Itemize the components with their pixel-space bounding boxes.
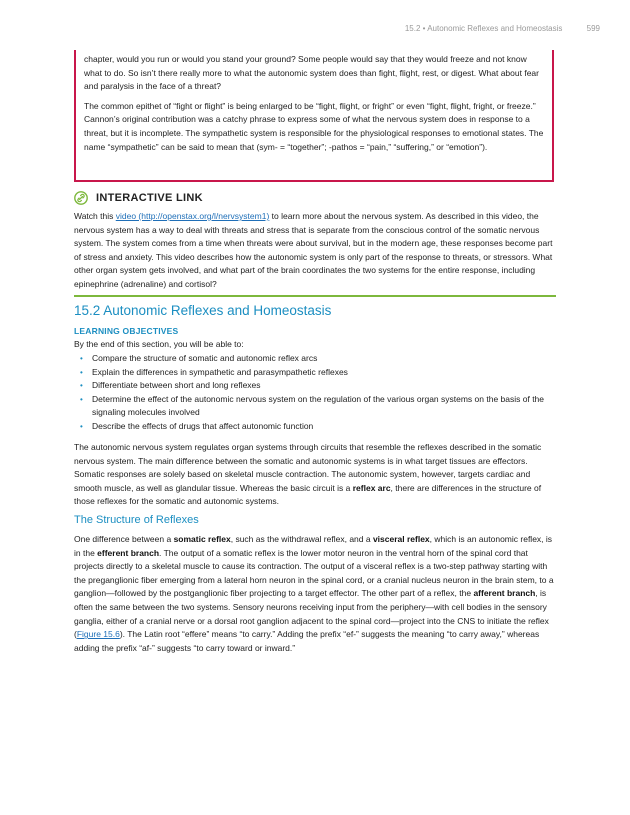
interactive-link-header xyxy=(74,190,556,206)
page-number: 599 xyxy=(586,24,600,33)
feature-paragraph-2: The common epithet of “fight or flight” is being enlarged to be “fight, flight, or fright” or even “fight, flight, fright, or freeze.” Cannon’s original contribution was a catchy phrase to express some of what the nervous system does in response to a threat, but it is incomplete. The sympathetic system is responsible for the physiological responses to emotional states. The name “sympathetic” can be said to mean that (sym- = “together”; -pathos = “pain,” “suffering,” or “emotion”). xyxy=(84,100,544,152)
objective-text: Differentiate between short and long reflexes xyxy=(92,380,261,391)
running-head xyxy=(405,24,600,33)
list-item xyxy=(74,352,556,366)
list-item xyxy=(74,379,556,393)
video-link[interactable]: video (http://openstax.org/l/nervsystem1) xyxy=(115,211,270,221)
list-item xyxy=(74,420,556,434)
term-visceral-reflex: visceral reflex xyxy=(372,534,430,544)
structure-text-5: , is often the same between the two systems. Sensory neurons receiving input from the periphery—with cell bodies in the sensory ganglia, either of a cranial nerve or a dorsal root ganglion adjacent to the spinal cord—project into the CNS to initiate the reflex ( xyxy=(74,588,549,640)
subsection-title: The Structure of Reflexes xyxy=(74,514,199,526)
objectives-list xyxy=(74,352,556,434)
interactive-link-paragraph xyxy=(74,210,556,292)
interactive-link-block xyxy=(74,190,556,292)
feature-box xyxy=(74,50,554,182)
objectives-intro: By the end of this section, you will be able to: xyxy=(74,339,244,349)
ans-text-1: The autonomic nervous system regulates organ systems through circuits that resemble the reflexes described in the somatic nervous system. The main difference between the somatic and autonomic systems is in what target tissues are effectors. Somatic responses are solely based on skeletal muscle contraction. The autonomic system, however, targets cardiac and smooth muscle, as well as glandular tissue. Whereas the basic circuit is a xyxy=(74,442,542,493)
objective-text: Describe the effects of drugs that affect autonomic function xyxy=(92,420,314,431)
term-reflex-arc: reflex arc xyxy=(352,482,391,493)
ans-paragraph xyxy=(74,441,556,509)
bullet: • xyxy=(80,381,83,391)
feature-paragraph-1: chapter, would you run or would you stand your ground? Some people would say that they would freeze and not know what to do. So isn’t there really more to what the autonomic system does than fight, flight, rest, or digest. What about fear and paralysis in the face of a threat? xyxy=(84,54,539,92)
ans-text-2: , there are differences in the structure of those reflexes for the somatic and autonomic systems. xyxy=(74,482,542,507)
bullet: • xyxy=(80,421,83,431)
interactive-link-heading: INTERACTIVE LINK xyxy=(96,192,203,204)
structure-text-1: One difference between a xyxy=(74,534,174,544)
term-somatic-reflex: somatic reflex xyxy=(173,534,231,544)
link-icon xyxy=(74,191,88,205)
interactive-link-rest: to learn more about the nervous system. As described in this video, the nervous system has a way to deal with threats and stress that is separate from the conscious control of the somatic nervous system. The system comes from a time when threats were about survival, but in the modern age, these responses become part of stress and anxiety. This video describes how the autonomic system is only part of the response to threats, or stressors. What other organ system gets involved, and what part of the brain coordinates the two systems for the entire response, including epinephrine (adrenaline) and cortisol? xyxy=(74,211,553,289)
structure-text-2: , such as the withdrawal reflex, and a xyxy=(230,534,373,544)
objective-text: Determine the effect of the autonomic nervous system on the regulation of the various organ systems on the basis of the signaling molecules involved xyxy=(92,393,545,418)
structure-text-6: ). The Latin root “effere” means “to carry.” Adding the prefix “ef-” suggests the meaning “to carry away,” whereas adding the prefix “af-” suggests “to carry toward or inward.” xyxy=(74,629,540,653)
section-divider xyxy=(74,295,556,297)
list-item xyxy=(74,393,556,420)
objective-text: Compare the structure of somatic and autonomic reflex arcs xyxy=(92,353,318,363)
term-efferent-branch: efferent branch xyxy=(97,547,160,558)
bullet: • xyxy=(80,367,83,377)
figure-link[interactable]: Figure 15.6 xyxy=(76,629,120,640)
section-title: 15.2 Autonomic Reflexes and Homeostasis xyxy=(74,303,332,318)
running-title: 15.2 • Autonomic Reflexes and Homeostasis xyxy=(404,24,563,33)
interactive-link-lead: Watch this xyxy=(74,211,116,221)
objective-text: Explain the differences in sympathetic and parasympathetic reflexes xyxy=(92,366,348,377)
structure-text-4: . The output of a somatic reflex is the lower motor neuron in the ventral horn of the spinal cord that projects directly to a skeletal muscle to cause its contraction. The output of a visceral reflex is a two-step pathway starting with the preganglionic fiber emerging from a lateral horn neuron in the spinal cord, or a cranial nucleus neuron in the brain stem, to a ganglion—followed by the postganglionic fiber projecting to a target effector. The other part of a reflex, the xyxy=(74,547,554,599)
objectives-heading: LEARNING OBJECTIVES xyxy=(74,326,179,336)
bullet: • xyxy=(80,354,83,363)
list-item xyxy=(74,366,556,380)
term-afferent-branch: afferent branch xyxy=(473,588,536,599)
structure-paragraph xyxy=(74,533,556,655)
structure-text-3: , which is an autonomic reflex, is in the xyxy=(74,534,553,558)
bullet: • xyxy=(80,394,83,404)
